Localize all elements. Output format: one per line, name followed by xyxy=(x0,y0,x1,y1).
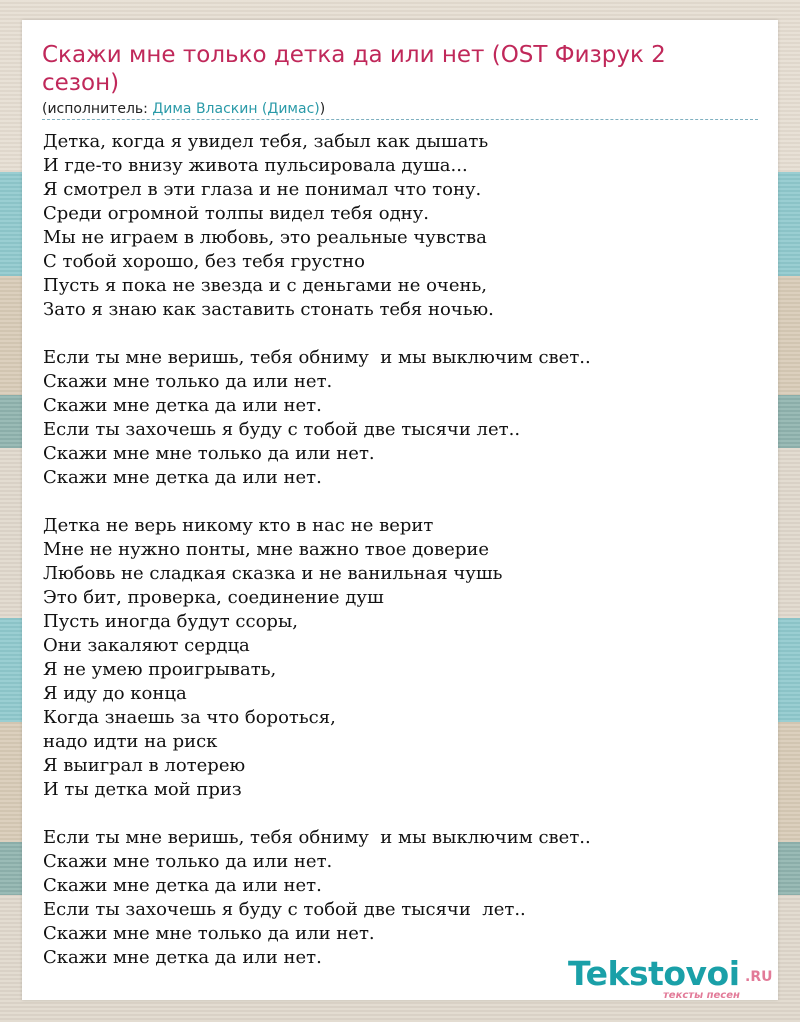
lyric-line: Зато я знаю как заставить стонать тебя ночью. xyxy=(43,299,494,320)
artist-prefix: (исполнитель: xyxy=(42,101,153,117)
lyric-line: Скажи мне детка да или нет. xyxy=(43,467,322,488)
stanza-gap xyxy=(43,802,763,826)
stanza-gap xyxy=(43,490,763,514)
lyric-line: Я смотрел в эти глаза и не понимал что тону. xyxy=(43,179,482,200)
logo-tagline: тексты песен xyxy=(663,990,740,1001)
artist-link[interactable]: Дима Власкин (Димас) xyxy=(152,101,320,117)
lyric-line: Пусть иногда будут ссоры, xyxy=(43,611,298,632)
artist-suffix: ) xyxy=(319,101,326,117)
lyric-line: Если ты мне веришь, тебя обниму и мы выключим свет.. xyxy=(43,347,591,368)
logo-wordmark: Tekstovoi xyxy=(568,954,740,993)
lyric-line: Скажи мне мне только да или нет. xyxy=(43,443,375,464)
lyric-line: Я иду до конца xyxy=(43,683,187,704)
lyric-line: Детка не верь никому кто в нас не верит xyxy=(43,515,434,536)
lyric-line: Они закаляют сердца xyxy=(43,635,250,656)
lyric-line: Детка, когда я увидел тебя, забыл как дышать xyxy=(43,131,489,152)
lyric-line: Скажи мне детка да или нет. xyxy=(43,395,322,416)
lyric-line: Я не умею проигрывать, xyxy=(43,659,277,680)
lyric-line: Пусть я пока не звезда и с деньгами не очень, xyxy=(43,275,488,296)
lyric-line: Это бит, проверка, соединение душ xyxy=(43,587,384,608)
logo-tld: .RU xyxy=(745,969,773,985)
artist-line xyxy=(42,100,325,118)
lyric-line: Если ты захочешь я буду с тобой две тысячи лет.. xyxy=(43,899,526,920)
lyric-line: Если ты мне веришь, тебя обниму и мы выключим свет.. xyxy=(43,827,591,848)
lyric-line: И ты детка мой приз xyxy=(43,779,242,800)
lyric-line: Скажи мне мне только да или нет. xyxy=(43,923,375,944)
lyric-line: И где-то внизу живота пульсировала душа... xyxy=(43,155,468,176)
lyric-line: Среди огромной толпы видел тебя одну. xyxy=(43,203,429,224)
lyric-line: Когда знаешь за что бороться, xyxy=(43,707,336,728)
lyric-line: Скажи мне детка да или нет. xyxy=(43,875,322,896)
lyric-line: Скажи мне только да или нет. xyxy=(43,371,333,392)
lyric-line: Мне не нужно понты, мне важно твое доверие xyxy=(43,539,489,560)
lyrics-text xyxy=(43,130,763,970)
song-title: Скажи мне только детка да или нет (OST Физрук 2 сезон) xyxy=(42,42,666,96)
lyric-line: Любовь не сладкая сказка и не ванильная чушь xyxy=(43,563,503,584)
lyric-line: Мы не играем в любовь, это реальные чувства xyxy=(43,227,487,248)
lyric-line: С тобой хорошо, без тебя грустно xyxy=(43,251,366,272)
lyric-line: надо идти на риск xyxy=(43,731,218,752)
title-divider xyxy=(42,119,758,120)
lyric-line: Скажи мне детка да или нет. xyxy=(43,947,322,968)
lyric-line: Я выиграл в лотерею xyxy=(43,755,246,776)
lyric-line: Скажи мне только да или нет. xyxy=(43,851,333,872)
stanza-gap xyxy=(43,322,763,346)
site-logo[interactable] xyxy=(568,955,778,1003)
lyrics-card xyxy=(22,20,778,1000)
lyric-line: Если ты захочешь я буду с тобой две тысячи лет.. xyxy=(43,419,521,440)
